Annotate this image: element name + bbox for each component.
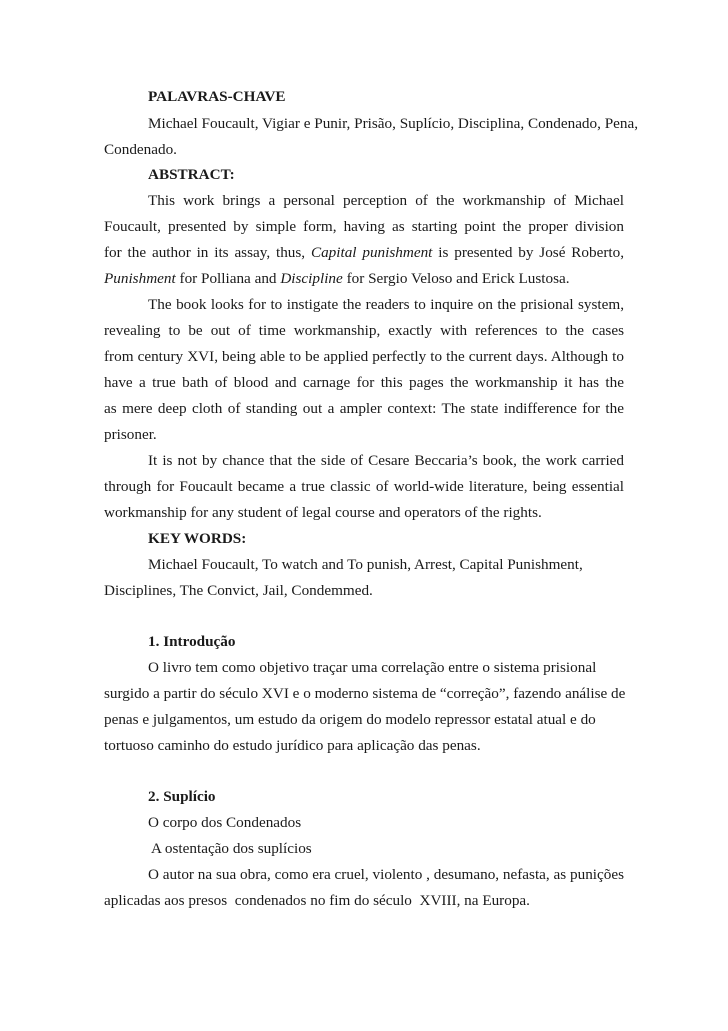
- section2-line1: O autor na sua obra, como era cruel, violento , desumano, nefasta, as punições: [148, 866, 624, 883]
- abstract-p3-line2: through for Foucault became a true classic of world-wide literature, being essential: [104, 478, 624, 495]
- abstract-p1-line2: Foucault, presented by simple form, having as starting point the proper division: [104, 218, 624, 235]
- keywords-pt-line1: Michael Foucault, Vigiar e Punir, Prisão, Suplício, Disciplina, Condenado, Pena,: [148, 115, 639, 132]
- abstract-p2-line3: from century XVI, being able to be applied perfectly to the current days. Although to: [104, 348, 624, 365]
- section2-line2: aplicadas aos presos condenados no fim do século XVIII, na Europa.: [104, 892, 530, 909]
- section1-line2: surgido a partir do século XVI e o moderno sistema de “correção”, fazendo análise de: [104, 685, 626, 702]
- abstract-p1-line4: [104, 269, 624, 288]
- keywords-en-heading: KEY WORDS:: [148, 530, 247, 547]
- keywords-pt-line2: Condenado.: [104, 141, 177, 158]
- abstract-p1-line3a: for the author in its assay, thus,: [104, 244, 306, 261]
- abstract-p1-line4b: for Polliana and: [179, 270, 277, 287]
- abstract-p1-line4c-italic: Discipline: [280, 270, 343, 287]
- abstract-p3-line1: It is not by chance that the side of Cesare Beccaria’s book, the work carried: [148, 452, 624, 469]
- section1-line3: penas e julgamentos, um estudo da origem do modelo repressor estatal atual e do: [104, 711, 596, 728]
- keywords-en-line1: Michael Foucault, To watch and To punish, Arrest, Capital Punishment,: [148, 556, 583, 573]
- section1-heading: 1. Introdução: [148, 633, 236, 650]
- abstract-p2-line2: revealing to be out of time workmanship, exactly with references to the cases: [104, 322, 624, 339]
- abstract-p2-line5: as mere deep cloth of standing out a ampler context: The state indifference for the: [104, 400, 624, 417]
- section1-line4: tortuoso caminho do estudo jurídico para aplicação das penas.: [104, 737, 481, 754]
- keywords-pt-heading: PALAVRAS-CHAVE: [148, 88, 286, 105]
- section2-subheading1: O corpo dos Condenados: [148, 814, 302, 831]
- abstract-p2-line1: The book looks for to instigate the readers to inquire on the prisional system,: [148, 296, 624, 313]
- section2-heading: 2. Suplício: [148, 788, 216, 805]
- keywords-en-line2: Disciplines, The Convict, Jail, Condemmed.: [104, 582, 373, 599]
- abstract-p1-line3b-italic: Capital punishment: [310, 244, 433, 261]
- abstract-p1-line1: This work brings a personal perception of the workmanship of Michael: [148, 192, 624, 209]
- abstract-p2-line4: have a true bath of blood and carnage for this pages the workmanship it has the: [104, 374, 624, 391]
- abstract-p1-line3c: is presented by José Roberto,: [438, 244, 624, 261]
- section2-subheading2: A ostentação dos suplícios: [151, 840, 312, 857]
- abstract-p2-line6: prisoner.: [104, 426, 157, 443]
- abstract-p1-line4d: for Sergio Veloso and Erick Lustosa.: [346, 270, 570, 287]
- abstract-p1-line4a-italic: Punishment: [104, 270, 176, 287]
- abstract-p3-line3: workmanship for any student of legal course and operators of the rights.: [104, 504, 542, 521]
- abstract-p1-line3: [104, 243, 624, 262]
- section1-line1: O livro tem como objetivo traçar uma correlação entre o sistema prisional: [148, 659, 597, 676]
- abstract-heading: ABSTRACT:: [148, 166, 235, 183]
